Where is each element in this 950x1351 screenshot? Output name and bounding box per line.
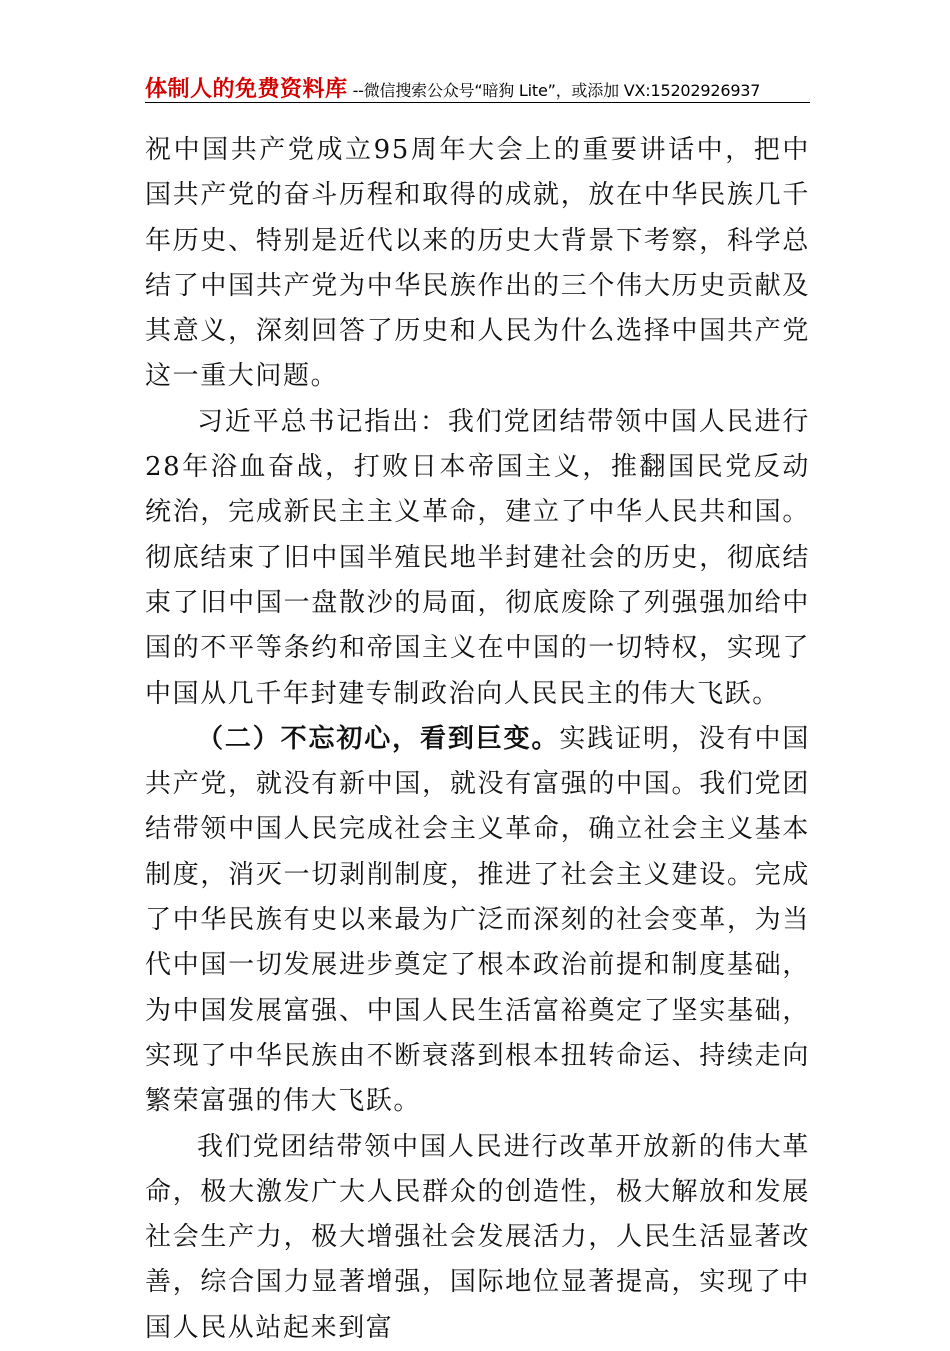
paragraph-3-text: 实践证明，没有中国共产党，就没有新中国，就没有富强的中国。我们党团结带领中国人民完成社会主义革命，确立社会主义基本制度，消灭一切剥削制度，推进了社会主义建设。完成了中华民族有史以来最为广泛而深刻的社会变革，为当代中国一切发展进步奠定了根本政治前提和制度基础，为中国发展富强、中国人民生活富裕奠定了坚实基础，实现了中华民族由不断衰落到根本扭转命运、持续走向繁荣富强的伟大飞跃。 — [145, 723, 810, 1117]
header-brand: 体制人的免费资料库 — [145, 77, 348, 102]
paragraph-2: 习近平总书记指出：我们党团结带领中国人民进行28年浴血奋战，打败日本帝国主义，推翻国民党反动统治，完成新民主主义革命，建立了中华人民共和国。彻底结束了旧中国半殖民地半封建社会的历史，彻底结束了旧中国一盘散沙的局面，彻底废除了列强强加给中国的不平等条约和帝国主义在中国的一切特权，实现了中国从几千年封建专制政治向人民民主的伟大飞跃。 — [145, 406, 810, 709]
section-heading: （二）不忘初心，看到巨变。 — [197, 723, 560, 754]
paragraph-4: 我们党团结带领中国人民进行改革开放新的伟大革命，极大激发广大人民群众的创造性，极大解放和发展社会生产力，极大增强社会发展活力，人民生活显著改善，综合国力显著增强，国际地位显著提高，实现了中国人民从站起来到富 — [145, 1131, 810, 1343]
paragraph-1: 祝中国共产党成立95周年大会上的重要讲话中，把中国共产党的奋斗历程和取得的成就，放在中华民族几千年历史、特别是近代以来的历史大背景下考察，科学总结了中国共产党为中华民族作出的三个伟大历史贡献及其意义，深刻回答了历史和人民为什么选择中国共产党这一重大问题。 — [145, 135, 810, 392]
paragraph-3 — [145, 717, 810, 1125]
header-note: --微信搜索公众号“暗狗 Lite”，或添加 VX:15202926937 — [352, 81, 761, 100]
document-body — [145, 128, 810, 1351]
page-header — [145, 72, 810, 103]
